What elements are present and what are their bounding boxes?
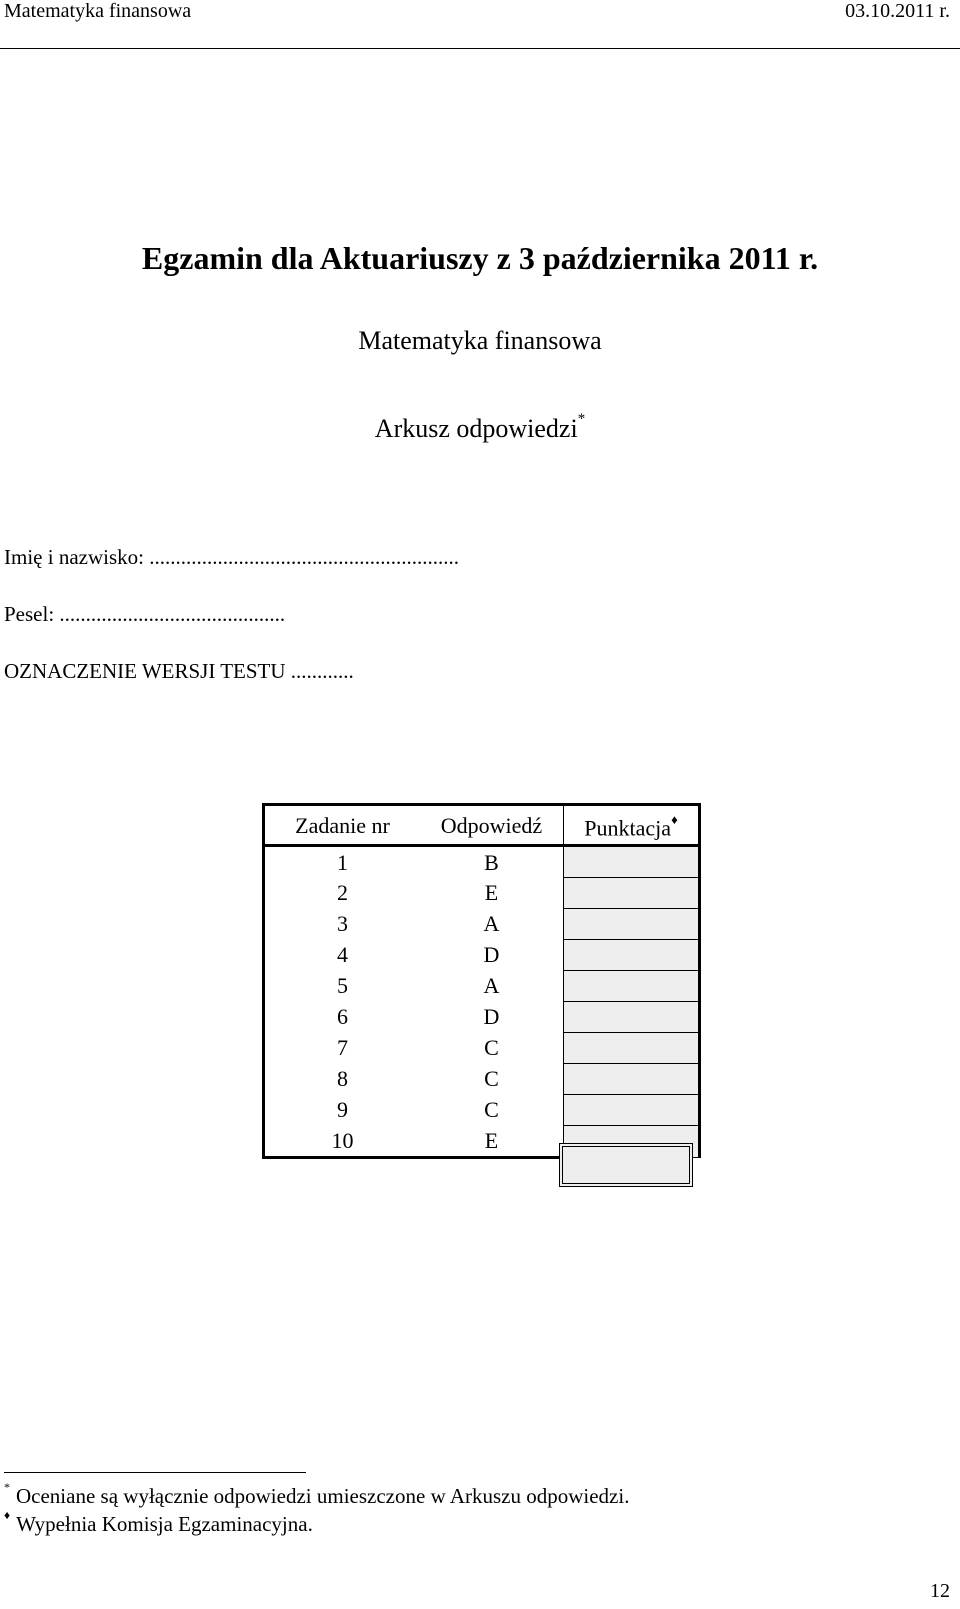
column-header-answer: Odpowiedź xyxy=(420,805,564,846)
score-cell[interactable] xyxy=(564,878,700,909)
table-header-row xyxy=(264,805,700,846)
score-cell[interactable] xyxy=(564,1064,700,1095)
answer-cell: C xyxy=(420,1033,564,1064)
table-row xyxy=(264,846,700,878)
table-row xyxy=(264,909,700,940)
footnote-2-marker: ♦ xyxy=(4,1508,11,1522)
answer-cell: C xyxy=(420,1095,564,1126)
footnote-2-text: Wypełnia Komisja Egzaminacyjna. xyxy=(16,1512,313,1536)
table-row xyxy=(264,940,700,971)
footnote-divider xyxy=(4,1472,306,1473)
header-date: 03.10.2011 r. xyxy=(845,0,950,22)
total-score-box xyxy=(559,1143,693,1187)
score-cell[interactable] xyxy=(564,1002,700,1033)
pesel-field: Pesel: ........................................... xyxy=(4,602,286,626)
table-row xyxy=(264,1095,700,1126)
answer-cell: D xyxy=(420,940,564,971)
task-number-cell: 8 xyxy=(264,1064,421,1095)
answer-sheet-label: Arkusz odpowiedzi xyxy=(374,414,578,443)
table-row xyxy=(264,1002,700,1033)
footnote-1-text: Oceniane są wyłącznie odpowiedzi umieszczone w Arkuszu odpowiedzi. xyxy=(16,1484,630,1508)
footnote-1 xyxy=(4,1480,630,1509)
answer-sheet-footnote-marker: * xyxy=(577,411,586,428)
table-row xyxy=(264,878,700,909)
subject-title: Matematyka finansowa xyxy=(358,326,602,355)
table-row xyxy=(264,971,700,1002)
task-number-cell: 1 xyxy=(264,846,421,878)
test-version-field: OZNACZENIE WERSJI TESTU ............ xyxy=(4,659,354,683)
name-field: Imię i nazwisko: ........................................................... xyxy=(4,545,459,569)
answer-cell: B xyxy=(420,846,564,878)
task-number-cell: 9 xyxy=(264,1095,421,1126)
table-row xyxy=(264,1033,700,1064)
answer-cell: A xyxy=(420,909,564,940)
task-number-cell: 2 xyxy=(264,878,421,909)
column-header-score xyxy=(564,805,700,846)
page-number: 12 xyxy=(930,1580,950,1602)
task-number-cell: 5 xyxy=(264,971,421,1002)
answer-table xyxy=(262,803,701,1159)
score-cell[interactable] xyxy=(564,971,700,1002)
answer-cell: C xyxy=(420,1064,564,1095)
score-cell[interactable] xyxy=(564,940,700,971)
answer-cell: A xyxy=(420,971,564,1002)
answer-cell: E xyxy=(420,878,564,909)
footnote-2 xyxy=(4,1508,313,1537)
column-header-task: Zadanie nr xyxy=(264,805,421,846)
score-footnote-marker: ♦ xyxy=(671,812,678,827)
score-cell[interactable] xyxy=(564,1095,700,1126)
header-subject: Matematyka finansowa xyxy=(4,0,192,22)
task-number-cell: 10 xyxy=(264,1126,421,1158)
footnote-1-marker: * xyxy=(4,1480,10,1494)
score-cell[interactable] xyxy=(564,1033,700,1064)
score-cell[interactable] xyxy=(564,909,700,940)
answer-cell: D xyxy=(420,1002,564,1033)
answer-cell: E xyxy=(420,1126,564,1158)
task-number-cell: 4 xyxy=(264,940,421,971)
task-number-cell: 3 xyxy=(264,909,421,940)
score-cell[interactable] xyxy=(564,846,700,878)
answer-sheet-title xyxy=(0,411,960,444)
table-row xyxy=(264,1064,700,1095)
header-divider xyxy=(0,48,960,49)
task-number-cell: 6 xyxy=(264,1002,421,1033)
score-header-label: Punktacja xyxy=(584,815,672,841)
task-number-cell: 7 xyxy=(264,1033,421,1064)
exam-title: Egzamin dla Aktuariuszy z 3 października 2011 r. xyxy=(141,240,819,276)
